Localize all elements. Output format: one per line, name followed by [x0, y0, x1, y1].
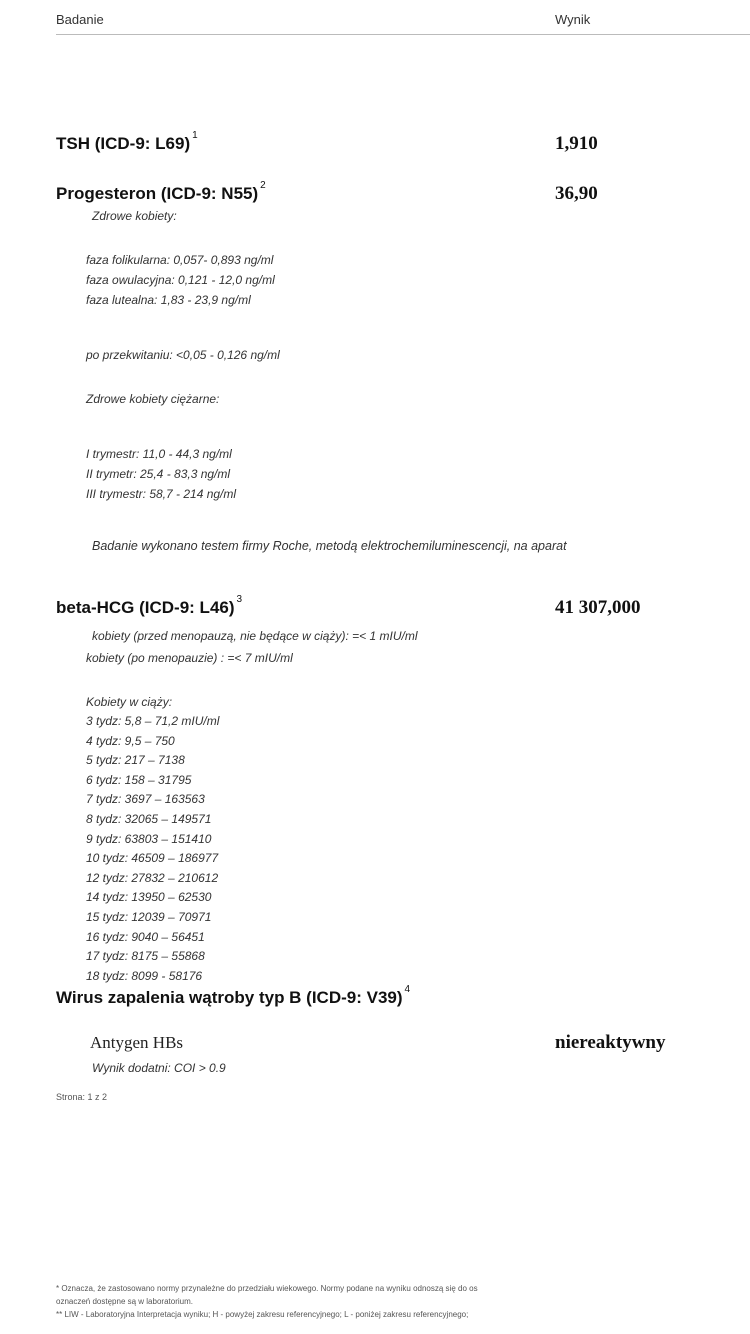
tsh-footnote-ref: 1 [192, 130, 198, 142]
week-line: 10 tydz: 46509 – 186977 [86, 851, 219, 866]
footnote-line: * Oznacza, że zastosowano normy przynależne do przedziału wiekowego. Normy podane na wyniku odnoszą się do os [56, 1284, 478, 1293]
hcg-title-text: beta-HCG (ICD-9: L46) [56, 598, 235, 617]
week-line: 12 tydz: 27832 – 210612 [86, 870, 219, 885]
week-line: 9 tydz: 63803 – 151410 [86, 831, 212, 846]
header-divider [56, 34, 750, 35]
hbs-antigen-label: Antygen HBs [90, 1033, 184, 1052]
hcg-ref-premenopause: kobiety (przed menopauzą, nie będące w ciąży): =< 1 mIU/ml [92, 629, 418, 643]
hcg-pregnant-heading: Kobiety w ciąży: [86, 695, 173, 709]
week-line: 15 tydz: 12039 – 70971 [86, 909, 212, 924]
week-line: 18 tydz: 8099 - 58176 [86, 968, 203, 983]
trimester-line: III trymestr: 58,7 - 214 ng/ml [86, 487, 237, 501]
test-title-hcg [56, 594, 243, 618]
method-note: Badanie wykonano testem firmy Roche, metodą elektrochemiluminescencji, na aparat [92, 539, 567, 553]
progesteron-trimesters [86, 444, 236, 504]
week-line: 16 tydz: 9040 – 56451 [86, 929, 205, 944]
progesteron-footnote-ref: 2 [260, 180, 266, 192]
hcg-footnote-ref: 3 [236, 594, 243, 606]
footnote-line: ** LIW - Laboratoryjna Interpretacja wyniku; H - powyżej zakresu referencyjnego; L - poniżej zakresu referencyjnego; [56, 1310, 469, 1319]
footnote-line: oznaczeń dostępne są w laboratorium. [56, 1297, 193, 1306]
hcg-ref-postmenopause: kobiety (po menopauzie) : =< 7 mIU/ml [86, 651, 293, 665]
phase-line: faza lutealna: 1,83 - 23,9 ng/ml [86, 293, 251, 307]
test-title-hbv [56, 984, 411, 1008]
week-line: 5 tydz: 217 – 7138 [86, 753, 185, 768]
progesteron-phases [86, 250, 275, 310]
hcg-weeks-list [86, 712, 219, 986]
hbv-footnote-ref: 4 [404, 984, 411, 996]
week-line: 6 tydz: 158 – 31795 [86, 772, 192, 787]
progesteron-healthy-heading: Zdrowe kobiety: [92, 209, 177, 223]
phase-line: faza owulacyjna: 0,121 - 12,0 ng/ml [86, 273, 275, 287]
progesteron-postmenopause: po przekwitaniu: <0,05 - 0,126 ng/ml [86, 348, 280, 362]
week-line: 4 tydz: 9,5 – 750 [86, 733, 175, 748]
phase-line: faza folikularna: 0,057- 0,893 ng/ml [86, 253, 274, 267]
result-hbs-antigen: niereaktywny [555, 1032, 666, 1053]
test-title-progesteron [56, 180, 266, 204]
progesteron-pregnant-heading: Zdrowe kobiety ciężarne: [86, 392, 220, 406]
week-line: 17 tydz: 8175 – 55868 [86, 949, 205, 964]
test-title-tsh [56, 130, 198, 154]
trimester-line: II trymetr: 25,4 - 83,3 ng/ml [86, 467, 231, 481]
column-header-result: Wynik [555, 12, 591, 27]
tsh-title-text: TSH (ICD-9: L69) [56, 134, 191, 153]
week-line: 14 tydz: 13950 – 62530 [86, 890, 212, 905]
hbv-positive-note: Wynik dodatni: COI > 0.9 [92, 1061, 226, 1075]
week-line: 8 tydz: 32065 – 149571 [86, 811, 212, 826]
week-line: 7 tydz: 3697 – 163563 [86, 792, 205, 807]
result-tsh: 1,910 [555, 133, 598, 154]
page-number: Strona: 1 z 2 [56, 1092, 108, 1102]
result-hcg: 41 307,000 [555, 597, 641, 618]
footnotes [56, 1282, 478, 1321]
result-progesteron: 36,90 [555, 183, 598, 204]
week-line: 3 tydz: 5,8 – 71,2 mIU/ml [86, 714, 220, 728]
column-header-test: Badanie [56, 12, 104, 27]
hbv-title-text: Wirus zapalenia wątroby typ B (ICD-9: V39) [56, 988, 403, 1007]
trimester-line: I trymestr: 11,0 - 44,3 ng/ml [86, 447, 232, 461]
progesteron-title-text: Progesteron (ICD-9: N55) [56, 184, 259, 203]
